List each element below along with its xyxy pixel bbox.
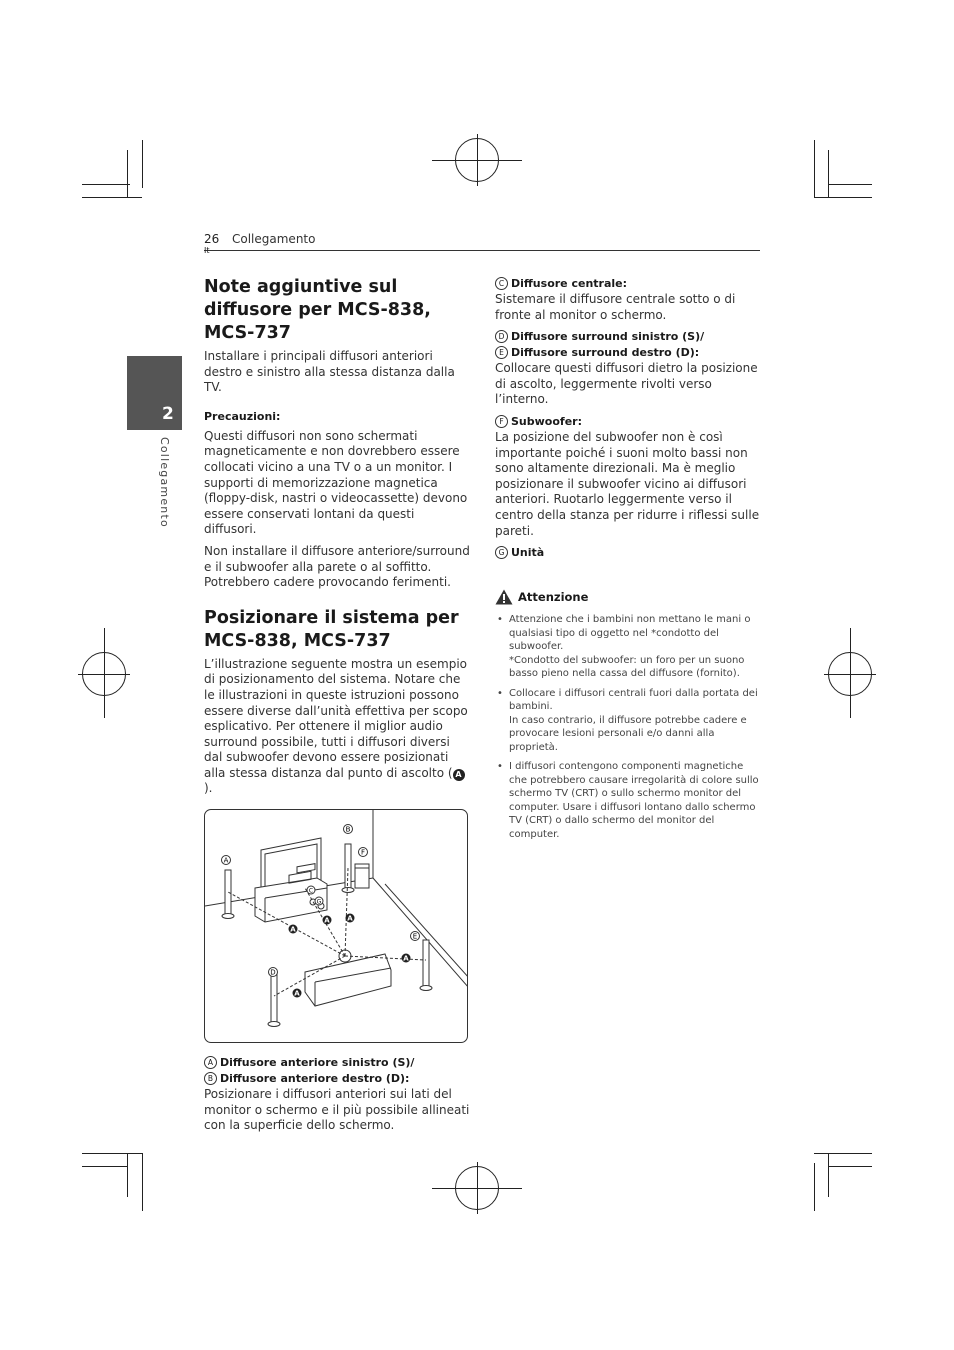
svg-text:D: D	[270, 968, 276, 977]
svg-text:A: A	[290, 925, 296, 934]
crop-mark	[82, 1166, 127, 1167]
distance-marker	[346, 914, 355, 923]
surround-speaker-label-1: D Diffusore surround sinistro (S)/	[495, 329, 761, 345]
label-f	[359, 848, 368, 857]
svg-text:A: A	[324, 916, 330, 925]
center-speaker-label: C Diffusore centrale:	[495, 276, 761, 292]
language-code: It	[204, 246, 210, 255]
caution-item: • I diffusori contengono componenti magnetiche che potrebbero causare irregolarità di colore sullo schermo TV (CRT) o sullo schermo monitor del computer. Usare i diffusori lontano dallo schermo TV (CRT) o dallo schermo del monitor del computer.	[495, 760, 761, 841]
crop-mark	[142, 1153, 143, 1211]
label-d	[269, 968, 278, 977]
center-speaker-text: Sistemare il diffusore centrale sotto o di fronte al monitor o schermo.	[495, 292, 736, 322]
label-c	[307, 886, 315, 895]
caution-item: • Collocare i diffusori centrali fuori dalla portata dei bambini. In caso contrario, il diffusore potrebbe cadere e provocare lesioni personali e/o danni alla proprietà.	[495, 687, 761, 755]
crop-mark	[828, 1153, 829, 1197]
svg-text:A: A	[403, 954, 409, 963]
crop-mark	[142, 140, 143, 188]
crop-mark	[127, 1153, 128, 1197]
right-column	[495, 276, 761, 847]
crop-mark	[814, 197, 872, 198]
caution-item: • Attenzione che i bambini non mettano le mani o qualsiasi tipo di oggetto nel *condotto del subwoofer. *Condotto del subwoofer: un foro per un suono basso pieno nella cassa del diffusore (fornito).	[495, 613, 761, 681]
svg-text:C: C	[308, 887, 314, 895]
precautions-title: Precauzioni:	[204, 409, 281, 423]
caution-title: Attenzione	[495, 589, 761, 605]
placement-text: L’illustrazione seguente mostra un esempio di posizionamento del sistema. Notare che le illustrazioni in queste istruzioni possono essere diverse dall’unità effettiva per scopo esplicativo. Per ottenere il miglior audio surround possibile, tutti i diffusori diversi dal subwoofer devono essere posizionati alla stessa distanza dal punto di ascolto ( A).	[204, 656, 468, 796]
warning-icon	[495, 589, 513, 605]
page-header	[204, 230, 760, 255]
svg-text:A: A	[223, 856, 229, 865]
svg-text:A: A	[294, 989, 300, 998]
crop-mark	[82, 197, 142, 198]
heading-system-placement: Posizionare il sistema per MCS-838, MCS-737	[204, 607, 459, 651]
crop-mark	[828, 1166, 872, 1167]
left-column	[204, 276, 470, 1140]
label-g	[315, 897, 323, 906]
front-speaker-text: Posizionare i diffusori anteriori sui lati del monitor o schermo e il più possibile allineati con la superficie dello schermo.	[204, 1087, 470, 1133]
chapter-number: 2	[162, 404, 174, 424]
distance-marker	[323, 916, 332, 925]
svg-text:B: B	[345, 825, 351, 834]
front-speaker-label-2: B Diffusore anteriore destro (D):	[204, 1071, 470, 1087]
svg-text:F: F	[360, 848, 366, 857]
caution-list	[495, 613, 761, 841]
crop-mark	[814, 1163, 815, 1211]
label-e	[411, 932, 420, 941]
page-number: 26	[204, 232, 220, 246]
crop-mark	[828, 150, 829, 198]
surround-speaker-text: Collocare questi diffusori dietro la posizione di ascolto, leggermente rivolti verso l’interno.	[495, 361, 758, 407]
crop-mark	[828, 184, 872, 185]
precautions-paragraph-1: Questi diffusori non sono schermati magneticamente e non dovrebbero essere collocati vicino a una TV o a un monitor. I supporti di memorizzazione magnetica (floppy-disk, nastri o videocassette) devono essere conservati lontani da questi diffusori.	[204, 428, 468, 537]
svg-text:E: E	[412, 932, 418, 941]
heading-speaker-notes: Note aggiuntive sul diffusore per MCS-838, MCS-737	[204, 277, 431, 343]
chapter-label: Collegamento	[158, 437, 171, 528]
surround-speaker-label-2: E Diffusore surround destro (D):	[495, 345, 761, 361]
crop-mark	[82, 184, 130, 185]
section-title: Collegamento	[232, 232, 316, 246]
precautions-paragraph-2: Non installare il diffusore anteriore/surround e il subwoofer alla parete o al soffitto. Potrebbero cadere provocando ferimenti.	[204, 543, 470, 590]
intro-text: Installare i principali diffusori anteriori destro e sinistro alla stessa distanza dalla TV.	[204, 349, 455, 395]
crop-mark	[127, 150, 128, 198]
subwoofer-text: La posizione del subwoofer non è così importante poiché i suoni molto bassi non sono altamente direzionali. Ma è meglio posizionare il subwoofer vicino ai diffusori anteriori. Ruotarlo leggermente verso il centro della stanza per ridurre i riflessi sulle pareti.	[495, 429, 760, 538]
front-speaker-label-1: A Diffusore anteriore sinistro (S)/	[204, 1055, 470, 1071]
crop-mark	[814, 1153, 872, 1154]
distance-marker	[293, 989, 302, 998]
label-a	[222, 856, 231, 865]
svg-text:A: A	[347, 914, 353, 923]
label-b	[344, 825, 353, 834]
distance-marker	[289, 925, 298, 934]
listening-point-marker: A	[453, 769, 465, 781]
crop-mark	[82, 1153, 142, 1154]
svg-text:G: G	[316, 898, 322, 906]
subwoofer-label: F Subwoofer:	[495, 414, 761, 430]
room-diagram	[205, 810, 468, 1043]
speaker-placement-illustration	[204, 809, 468, 1043]
distance-marker	[402, 954, 411, 963]
unit-label: G Unità	[495, 545, 761, 561]
crop-mark	[814, 140, 815, 198]
